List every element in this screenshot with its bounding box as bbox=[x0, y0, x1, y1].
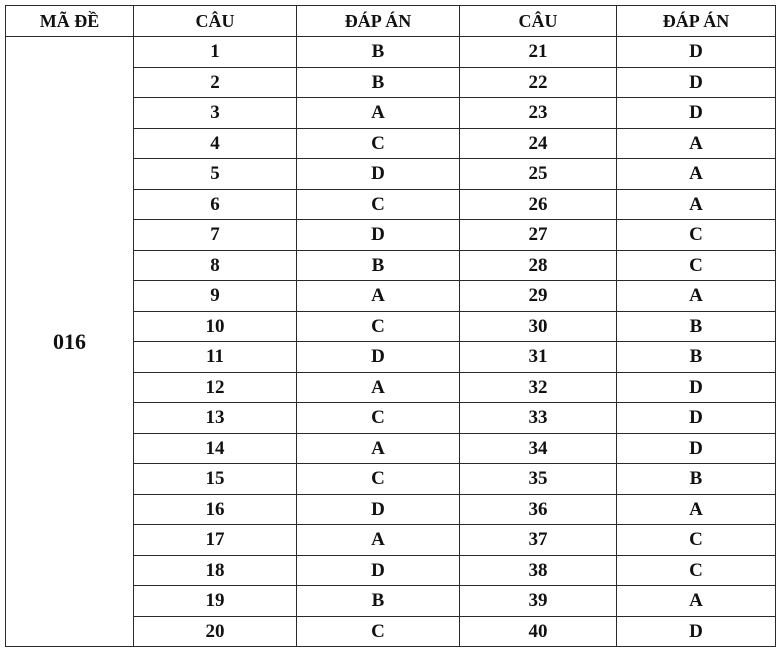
question-number-cell: 32 bbox=[460, 372, 617, 403]
header-answer-1: ĐÁP ÁN bbox=[297, 6, 460, 37]
answer-cell: B bbox=[617, 311, 776, 342]
answer-rows bbox=[6, 37, 776, 647]
header-answer-2: ĐÁP ÁN bbox=[617, 6, 776, 37]
question-number-cell: 40 bbox=[460, 616, 617, 647]
answer-cell: A bbox=[617, 128, 776, 159]
answer-cell: D bbox=[617, 403, 776, 434]
answer-cell: D bbox=[297, 159, 460, 190]
table-row bbox=[6, 37, 776, 68]
question-number-cell: 11 bbox=[134, 342, 297, 373]
answer-cell: B bbox=[297, 67, 460, 98]
answer-cell: A bbox=[617, 586, 776, 617]
question-number-cell: 27 bbox=[460, 220, 617, 251]
header-exam-code: MÃ ĐỀ bbox=[6, 6, 134, 37]
question-number-cell: 22 bbox=[460, 67, 617, 98]
question-number-cell: 13 bbox=[134, 403, 297, 434]
answer-cell: D bbox=[297, 494, 460, 525]
answer-cell: D bbox=[617, 433, 776, 464]
answer-cell: C bbox=[617, 250, 776, 281]
answer-cell: D bbox=[297, 220, 460, 251]
question-number-cell: 28 bbox=[460, 250, 617, 281]
answer-cell: D bbox=[617, 98, 776, 129]
answer-cell: B bbox=[617, 342, 776, 373]
answer-cell: D bbox=[617, 67, 776, 98]
answer-cell: A bbox=[297, 372, 460, 403]
answer-cell: C bbox=[297, 189, 460, 220]
answer-cell: C bbox=[297, 464, 460, 495]
question-number-cell: 24 bbox=[460, 128, 617, 159]
answer-cell: A bbox=[297, 525, 460, 556]
question-number-cell: 6 bbox=[134, 189, 297, 220]
answer-cell: A bbox=[297, 281, 460, 312]
question-number-cell: 33 bbox=[460, 403, 617, 434]
question-number-cell: 16 bbox=[134, 494, 297, 525]
question-number-cell: 2 bbox=[134, 67, 297, 98]
answer-key-sheet bbox=[5, 5, 775, 646]
answer-cell: C bbox=[617, 220, 776, 251]
answer-cell: C bbox=[297, 311, 460, 342]
question-number-cell: 1 bbox=[134, 37, 297, 68]
question-number-cell: 9 bbox=[134, 281, 297, 312]
question-number-cell: 18 bbox=[134, 555, 297, 586]
answer-cell: D bbox=[617, 37, 776, 68]
answer-cell: B bbox=[297, 37, 460, 68]
question-number-cell: 35 bbox=[460, 464, 617, 495]
answer-cell: A bbox=[297, 433, 460, 464]
header-question-2: CÂU bbox=[460, 6, 617, 37]
question-number-cell: 15 bbox=[134, 464, 297, 495]
question-number-cell: 38 bbox=[460, 555, 617, 586]
question-number-cell: 4 bbox=[134, 128, 297, 159]
header-question-1: CÂU bbox=[134, 6, 297, 37]
question-number-cell: 10 bbox=[134, 311, 297, 342]
answer-cell: C bbox=[297, 128, 460, 159]
answer-cell: D bbox=[297, 555, 460, 586]
answer-cell: B bbox=[297, 586, 460, 617]
question-number-cell: 25 bbox=[460, 159, 617, 190]
answer-cell: A bbox=[617, 494, 776, 525]
answer-cell: D bbox=[617, 616, 776, 647]
answer-cell: C bbox=[617, 525, 776, 556]
question-number-cell: 39 bbox=[460, 586, 617, 617]
question-number-cell: 26 bbox=[460, 189, 617, 220]
question-number-cell: 23 bbox=[460, 98, 617, 129]
exam-code-cell: 016 bbox=[6, 37, 134, 647]
question-number-cell: 37 bbox=[460, 525, 617, 556]
answer-cell: C bbox=[297, 403, 460, 434]
question-number-cell: 12 bbox=[134, 372, 297, 403]
question-number-cell: 21 bbox=[460, 37, 617, 68]
answer-cell: A bbox=[617, 159, 776, 190]
answer-cell: B bbox=[297, 250, 460, 281]
question-number-cell: 5 bbox=[134, 159, 297, 190]
question-number-cell: 3 bbox=[134, 98, 297, 129]
question-number-cell: 30 bbox=[460, 311, 617, 342]
question-number-cell: 36 bbox=[460, 494, 617, 525]
question-number-cell: 34 bbox=[460, 433, 617, 464]
answer-cell: D bbox=[297, 342, 460, 373]
answer-cell: C bbox=[297, 616, 460, 647]
answer-cell: D bbox=[617, 372, 776, 403]
answer-cell: A bbox=[297, 98, 460, 129]
question-number-cell: 29 bbox=[460, 281, 617, 312]
question-number-cell: 17 bbox=[134, 525, 297, 556]
answer-cell: A bbox=[617, 189, 776, 220]
question-number-cell: 8 bbox=[134, 250, 297, 281]
question-number-cell: 31 bbox=[460, 342, 617, 373]
header-row bbox=[6, 6, 776, 37]
question-number-cell: 19 bbox=[134, 586, 297, 617]
answer-key-table bbox=[5, 5, 776, 647]
question-number-cell: 14 bbox=[134, 433, 297, 464]
answer-cell: A bbox=[617, 281, 776, 312]
question-number-cell: 20 bbox=[134, 616, 297, 647]
question-number-cell: 7 bbox=[134, 220, 297, 251]
answer-cell: C bbox=[617, 555, 776, 586]
answer-cell: B bbox=[617, 464, 776, 495]
